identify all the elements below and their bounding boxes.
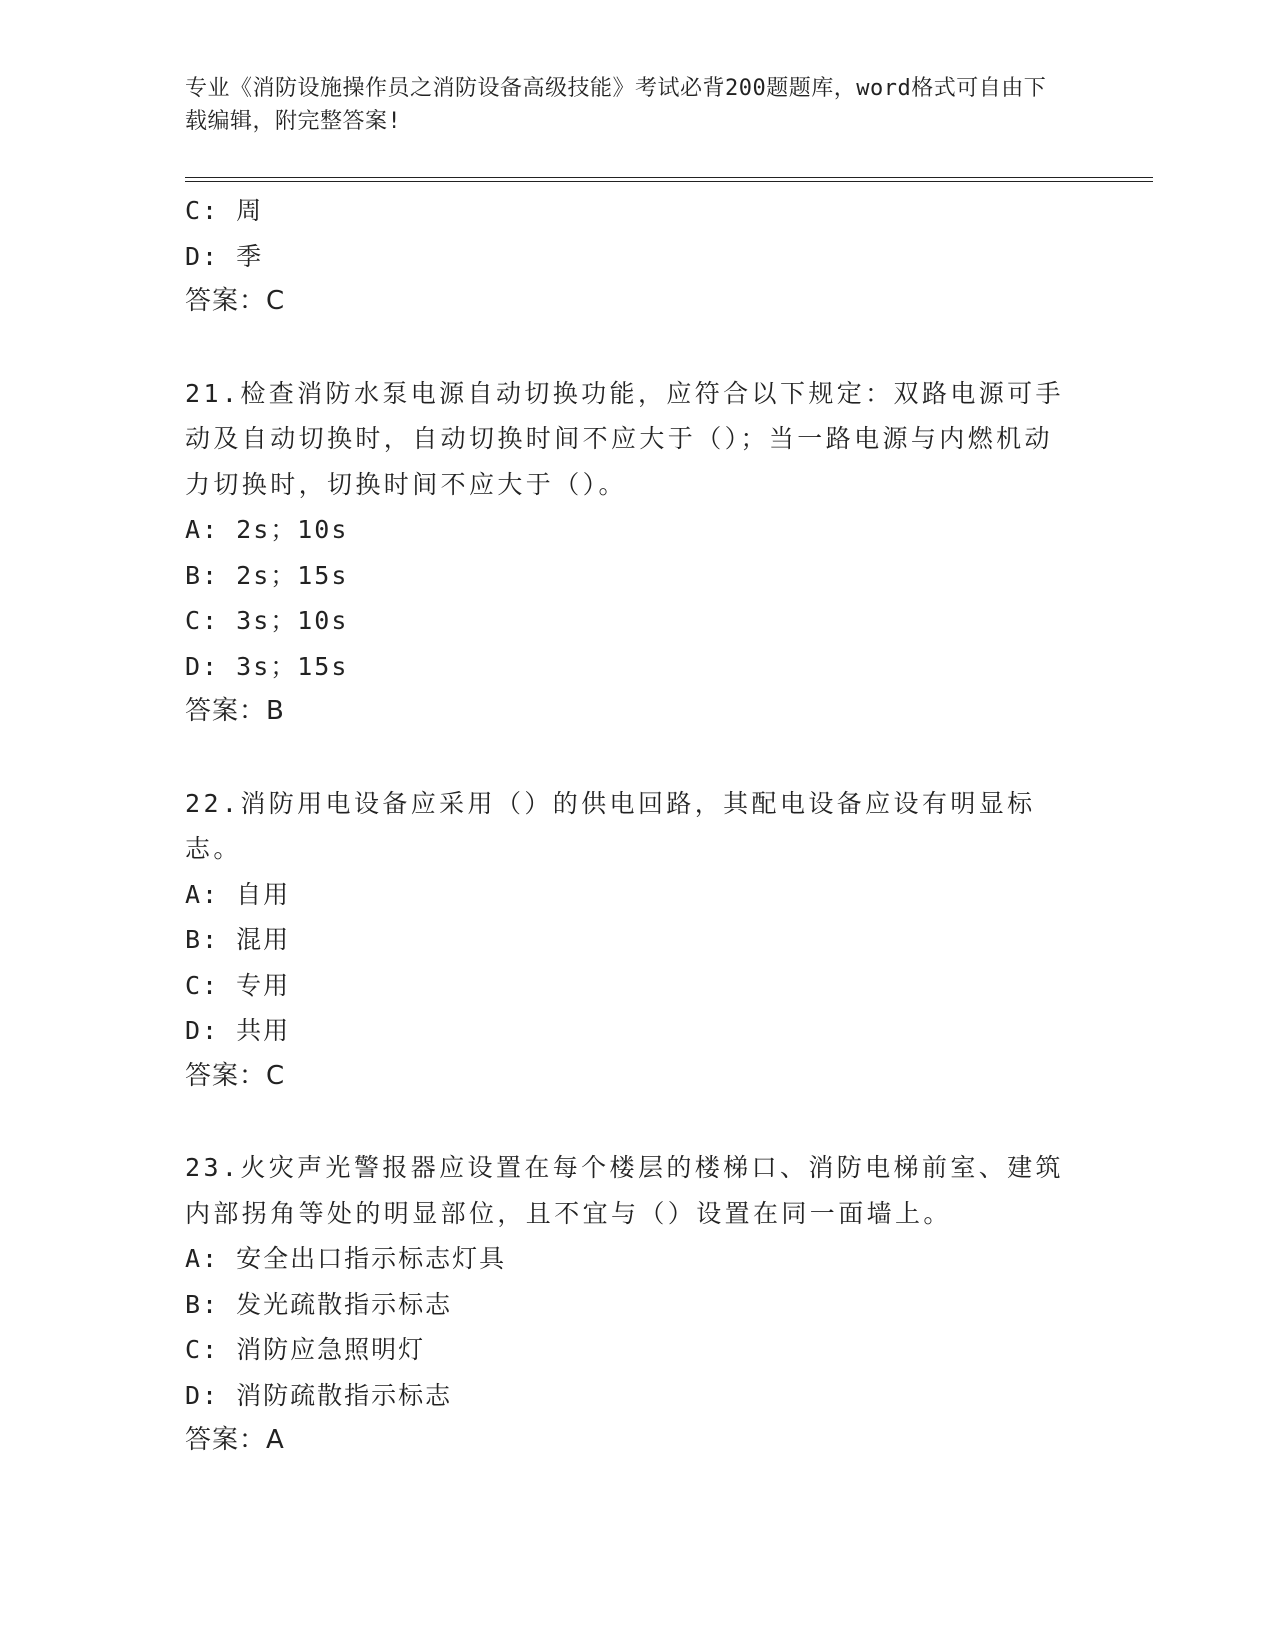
answer-label: 答案：C — [185, 1060, 286, 1091]
question-list — [185, 188, 1065, 1464]
page-header — [185, 72, 1065, 138]
option-a: A: 安全出口指示标志灯具 — [185, 1244, 507, 1273]
option-d: D: 共用 — [185, 1016, 291, 1045]
option-b: B: 2s；15s — [185, 560, 349, 590]
option-c: C: 3s；10s — [185, 606, 349, 635]
answer-label: 答案：C — [185, 286, 286, 316]
option-d: D: 消防疏散指示标志 — [185, 1380, 453, 1410]
header-divider — [185, 177, 1153, 182]
option-d: D: 季 — [185, 241, 264, 271]
question-stem: 22.消防用电设备应采用（）的供电回路，其配电设备应设有明显标志。 — [185, 788, 1036, 863]
option-d: D: 3s；15s — [185, 651, 349, 681]
spacer — [185, 1099, 1065, 1145]
option-b: B: 发光疏散指示标志 — [185, 1289, 453, 1319]
question-21 — [185, 371, 1065, 735]
question-22 — [185, 781, 1065, 1100]
option-b: B: 混用 — [185, 925, 291, 954]
prev-question-block — [185, 188, 1065, 325]
question-stem: 21.检查消防水泵电源自动切换功能，应符合以下规定：双路电源可手动及自动切换时，自动切换时间不应大于（）；当一路电源与内燃机动力切换时，切换时间不应大于（）。 — [185, 378, 1064, 499]
option-c: C: 周 — [185, 196, 264, 225]
spacer — [185, 735, 1065, 781]
option-c: C: 专用 — [185, 970, 291, 1000]
spacer — [185, 325, 1065, 371]
question-23 — [185, 1145, 1065, 1464]
option-a: A: 自用 — [185, 879, 291, 909]
option-a: A: 2s；10s — [185, 515, 349, 544]
header-title: 专业《消防设施操作员之消防设备高级技能》考试必背200题题库，word格式可自由下载编辑，附完整答案! — [185, 76, 1047, 134]
question-stem: 23.火灾声光警报器应设置在每个楼层的楼梯口、消防电梯前室、建筑内部拐角等处的明显部位，且不宜与（）设置在同一面墙上。 — [185, 1153, 1064, 1228]
answer-label: 答案：B — [185, 696, 285, 726]
option-c: C: 消防应急照明灯 — [185, 1335, 426, 1364]
answer-label: 答案：A — [185, 1425, 285, 1455]
